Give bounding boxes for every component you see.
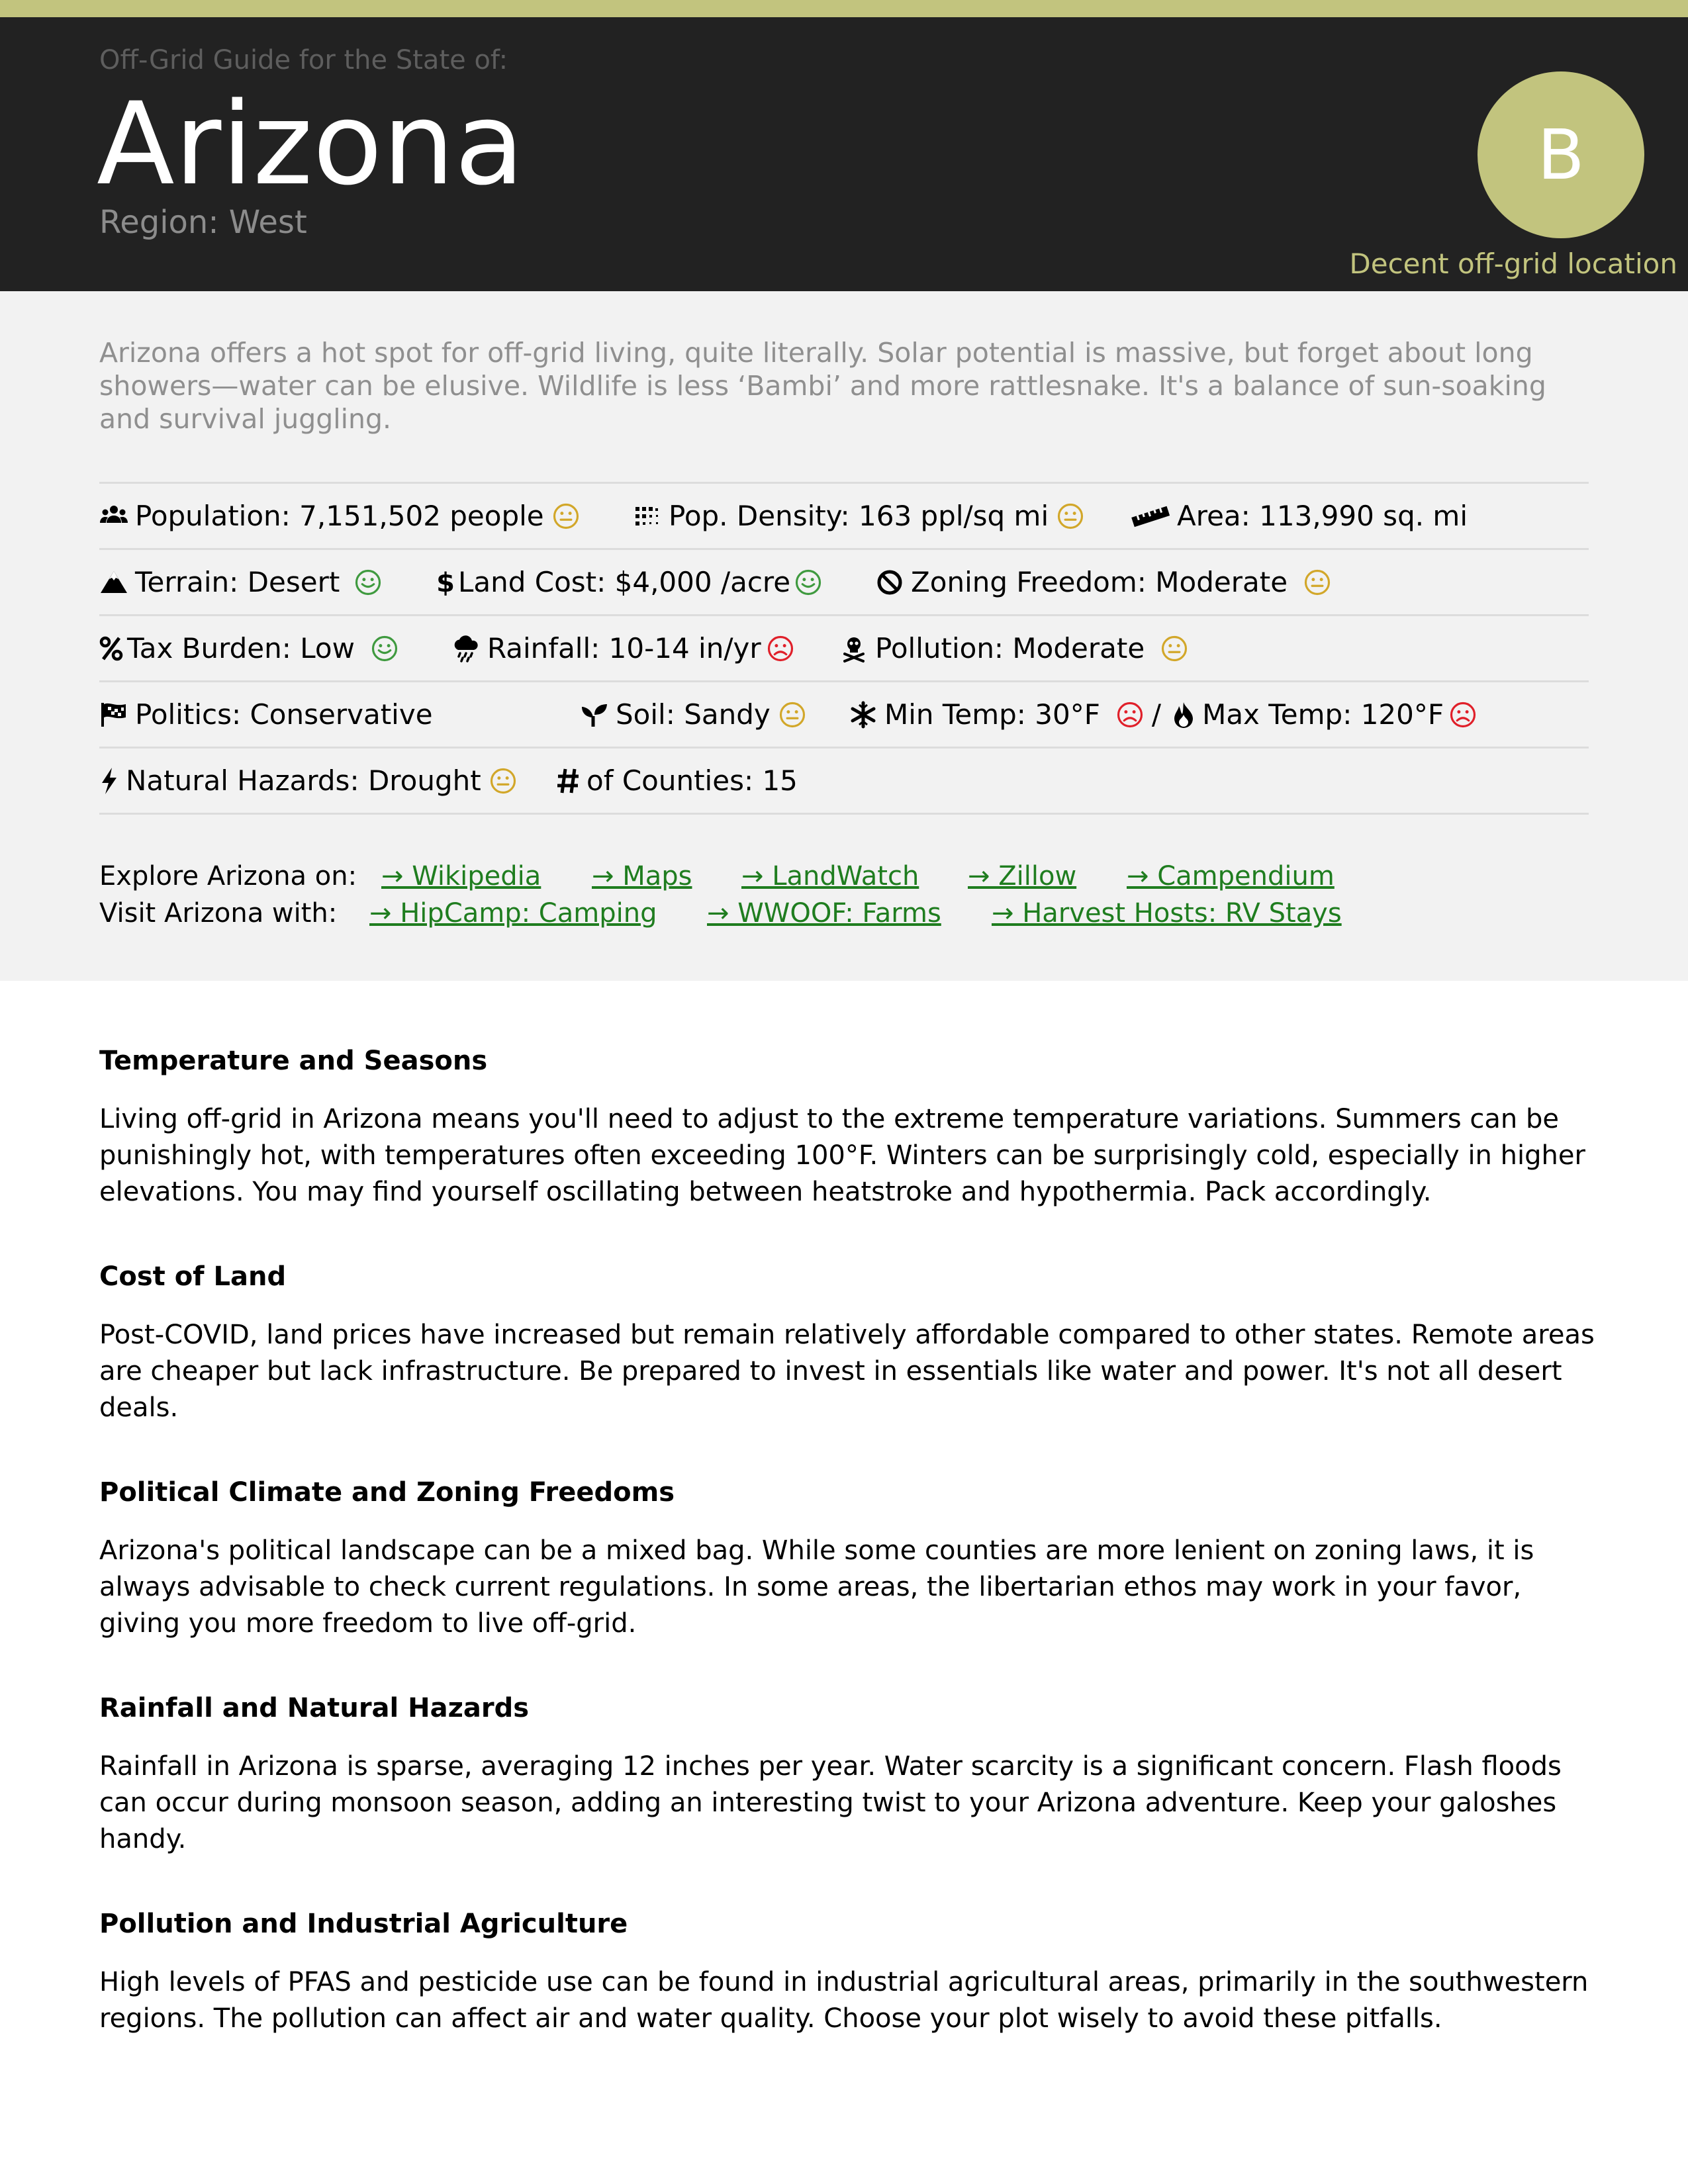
stat-land-cost-text: Land Cost: $4,000 /acre — [458, 566, 791, 598]
link-zillow[interactable]: → Zillow — [968, 861, 1077, 891]
stat-population-text: Population: 7,151,502 people — [135, 500, 544, 532]
stat-politics-text: Politics: Conservative — [135, 698, 433, 731]
link-maps[interactable]: → Maps — [592, 861, 692, 891]
section-body: Rainfall in Arizona is sparse, averaging 12 inches per year. Water scarcity is a significant concern. Flash floods can occur during monsoon season, adding an interesting twist to your Arizona adventure. Keep your galoshes handy. — [99, 1751, 1562, 1854]
sad-face-icon — [767, 635, 794, 662]
stat-population — [99, 484, 580, 548]
stat-min-temp-text: Min Temp: 30°F — [884, 698, 1100, 731]
section-heading: Pollution and Industrial Agriculture — [99, 1909, 628, 1939]
neutral-face-icon — [1160, 635, 1188, 662]
section-body: Post-COVID, land prices have increased but remain relatively affordable compared to other states. Remote areas are cheaper but lack infrastructure. Be prepared to invest in essentials like water and power. It's not all desert deals. — [99, 1320, 1595, 1423]
fire-icon — [1169, 700, 1198, 729]
stat-pollution — [839, 616, 1188, 680]
stat-hazards-text: Natural Hazards: Drought — [126, 764, 481, 797]
stat-land-cost — [436, 550, 822, 614]
section-heading: Temperature and Seasons — [99, 1046, 488, 1076]
link-harvest-hosts[interactable]: → Harvest Hosts: RV Stays — [992, 898, 1342, 929]
lightning-bolt-icon — [99, 766, 119, 796]
seedling-icon — [580, 700, 609, 729]
stat-rainfall — [451, 616, 794, 680]
neutral-face-icon — [552, 502, 580, 530]
stat-density — [633, 484, 1084, 548]
stat-counties — [556, 749, 798, 813]
skull-crossbones-icon — [839, 634, 868, 663]
percent-icon — [99, 634, 123, 663]
stats-row — [99, 682, 1589, 749]
snowflake-icon — [849, 700, 878, 729]
dollar-icon — [436, 568, 455, 597]
happy-face-icon — [794, 569, 822, 596]
accent-bar — [0, 0, 1688, 17]
stat-area — [1131, 484, 1468, 548]
stat-politics — [99, 682, 433, 747]
section-heading: Rainfall and Natural Hazards — [99, 1693, 530, 1723]
hashtag-icon — [556, 766, 580, 796]
flag-icon — [99, 700, 128, 729]
neutral-face-icon — [489, 767, 517, 795]
link-hipcamp[interactable]: → HipCamp: Camping — [369, 898, 657, 929]
sad-face-icon — [1449, 701, 1477, 729]
grade-caption: Decent off-grid location — [1349, 248, 1677, 280]
page-title: Arizona — [97, 77, 525, 210]
link-campendium[interactable]: → Campendium — [1127, 861, 1335, 891]
neutral-face-icon — [778, 701, 806, 729]
stat-area-text: Area: 113,990 sq. mi — [1177, 500, 1468, 532]
temp-separator: / — [1151, 698, 1162, 731]
stat-tax-text: Tax Burden: Low — [127, 632, 355, 664]
stat-pollution-text: Pollution: Moderate — [875, 632, 1145, 664]
explore-label: Explore Arizona on: — [99, 861, 357, 891]
ruler-icon — [1131, 502, 1170, 531]
stats-row — [99, 484, 1589, 550]
stats-row — [99, 550, 1589, 616]
mountain-icon — [99, 568, 128, 597]
section-heading: Political Climate and Zoning Freedoms — [99, 1477, 675, 1508]
stat-tax — [99, 616, 399, 680]
users-icon — [99, 502, 128, 531]
stat-soil-text: Soil: Sandy — [616, 698, 771, 731]
neutral-face-icon — [1303, 569, 1331, 596]
sad-face-icon — [1116, 701, 1144, 729]
stat-terrain — [99, 550, 382, 614]
link-landwatch[interactable]: → LandWatch — [741, 861, 919, 891]
stat-density-text: Pop. Density: 163 ppl/sq mi — [669, 500, 1049, 532]
stat-max-temp-text: Max Temp: 120°F — [1202, 698, 1444, 731]
cloud-rain-icon — [451, 634, 481, 663]
stat-temperature — [849, 682, 1477, 747]
stat-hazards — [99, 749, 517, 813]
happy-face-icon — [371, 635, 399, 662]
region-label: Region: West — [99, 204, 307, 241]
ban-icon — [875, 568, 904, 597]
grade-badge: B — [1477, 71, 1644, 238]
link-wwoof[interactable]: → WWOOF: Farms — [707, 898, 941, 929]
section-body: High levels of PFAS and pesticide use can be found in industrial agricultural areas, primarily in the southwestern regions. The pollution can affect air and water quality. Choose your plot wisely to avoid these pitfalls. — [99, 1967, 1589, 2034]
section-heading: Cost of Land — [99, 1261, 287, 1292]
section-body: Living off-grid in Arizona means you'll need to adjust to the extreme temperature variations. Summers can be punishingly hot, with temperatures often exceeding 100°F. Winters can be surprisingly cold, especially in higher elevations. You may find yourself oscillating between heatstroke and hypothermia. Pack accordingly. — [99, 1104, 1585, 1207]
happy-face-icon — [354, 569, 382, 596]
stats-row — [99, 749, 1589, 815]
neutral-face-icon — [1056, 502, 1084, 530]
stats-row — [99, 616, 1589, 682]
guide-kicker: Off-Grid Guide for the State of: — [99, 45, 508, 75]
visit-label: Visit Arizona with: — [99, 898, 338, 929]
dots-grid-icon — [633, 502, 662, 531]
stat-zoning-text: Zoning Freedom: Moderate — [911, 566, 1288, 598]
stats-table — [99, 482, 1589, 815]
section-body: Arizona's political landscape can be a mixed bag. While some counties are more lenient on zoning laws, it is always advisable to check current regulations. In some areas, the libertarian ethos may work in your favor, giving you more freedom to live off-grid. — [99, 1535, 1534, 1639]
svg-text:$: $ — [436, 567, 455, 597]
stat-soil — [580, 682, 806, 747]
link-wikipedia[interactable]: → Wikipedia — [381, 861, 541, 891]
stat-terrain-text: Terrain: Desert — [135, 566, 340, 598]
stat-zoning — [875, 550, 1331, 614]
stat-counties-text: of Counties: 15 — [586, 764, 798, 797]
stat-rainfall-text: Rainfall: 10-14 in/yr — [487, 632, 761, 664]
intro-text: Arizona offers a hot spot for off-grid living, quite literally. Solar potential is massive, but forget about long showers—water can be elusive. Wildlife is less ‘Bambi’ and more rattlesnake. It's a balance of sun-soaking and survival juggling. — [99, 337, 1546, 435]
